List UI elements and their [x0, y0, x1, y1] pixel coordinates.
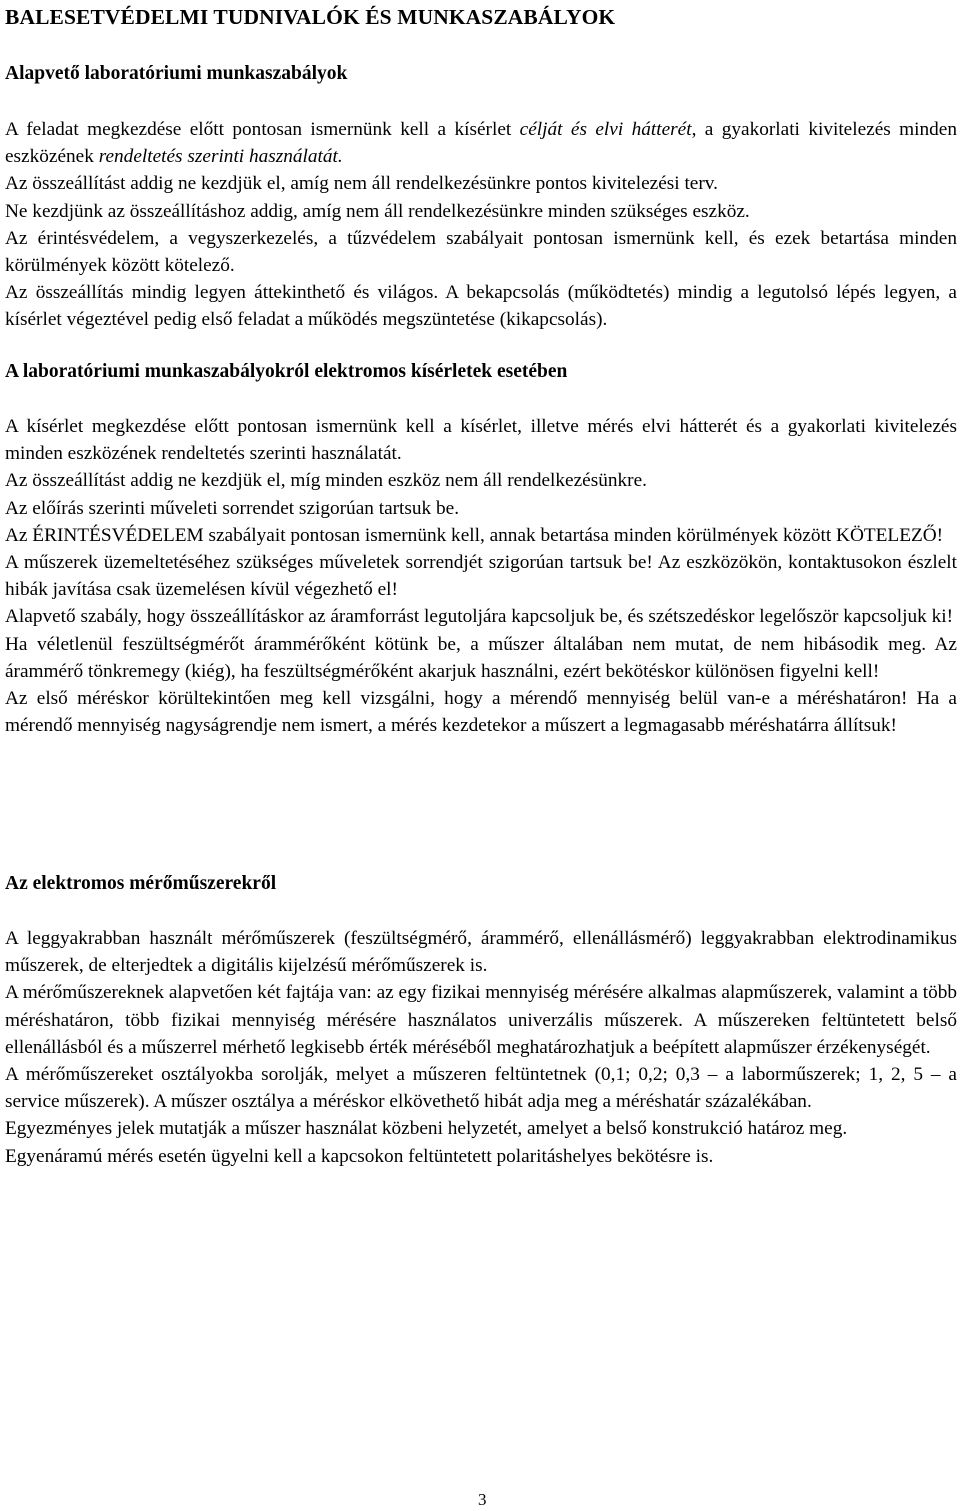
section-heading-basic-rules: Alapvető laboratóriumi munkaszabályok — [5, 63, 348, 84]
paragraph: A leggyakrabban használt mérőműszerek (feszültségmérő, árammérő, ellenállásmérő) leggyakrabban elektrodinamikus műszerek, de elterjedtek a digitális kijelzésű mérőműszerek is. — [5, 928, 957, 977]
text-run: A feladat megkezdése előtt pontosan ismernünk kell a kísérlet — [5, 119, 520, 140]
paragraph: A kísérlet megkezdése előtt pontosan ismernünk kell a kísérlet, illetve mérés elvi hátterét és a gyakorlati kivitelezés minden eszközének rendeltetés szerinti használatát. — [5, 416, 957, 465]
paragraph — [5, 116, 957, 170]
paragraph: Az érintésvédelem, a vegyszerkezelés, a tűzvédelem szabályait pontosan ismernünk kell, és ezek betartása minden körülmények között kötelező. — [5, 227, 957, 277]
italic-text: célját és elvi hátterét — [519, 119, 692, 140]
paragraph: Az ÉRINTÉSVÉDELEM szabályait pontosan ismernünk kell, annak betartása minden körülmények között KÖTELEZŐ! — [5, 524, 944, 546]
document-title: BALESETVÉDELMI TUDNIVALÓK ÉS MUNKASZABÁLYOK — [5, 5, 616, 29]
section-heading-electrical-rules: A laboratóriumi munkaszabályokról elektromos kísérletek esetében — [5, 361, 568, 382]
section-body-basic-rules — [5, 116, 957, 334]
paragraph: Alapvető szabály, hogy összeállításkor az áramforrást legutoljára kapcsoljuk be, és szétszedéskor legelőször kapcsoljuk ki! — [5, 606, 954, 628]
page-number: 3 — [478, 1490, 487, 1509]
section-body-instruments — [5, 925, 957, 1170]
section-heading-instruments: Az elektromos mérőműszerekről — [5, 873, 277, 894]
paragraph: Az első méréskor körültekintően meg kell vizsgálni, hogy a mérendő mennyiség belül van-e a méréshatáron! Ha a mérendő mennyiség nagyságrendje nem ismert, a mérés kezdetekor a műszert a legmagasabb méréshatárra állítsuk! — [5, 688, 957, 737]
paragraph: Az összeállítás mindig legyen áttekinthető és világos. A bekapcsolás (működtetés) mindig a legutolsó lépés legyen, a kísérlet végeztével pedig első feladat a működés megszüntetése (kikapcsolás). — [5, 282, 957, 331]
paragraph: A mérőműszereknek alapvetően két fajtája van: az egy fizikai mennyiség mérésére alkalmas alapműszerek, valamint a több méréshatáron, több fizikai mennyiség mérésére használatos univerzális műszerek. A műszereken feltüntetett belső ellenállásból és a műszerrel mérhető legkisebb érték méréséből meghatározhatjuk a beépített alapműszer érzékenységét. — [5, 982, 957, 1058]
italic-text: rendeltetés szerinti használatát. — [98, 146, 343, 168]
paragraph: A műszerek üzemeltetéséhez szükséges műveletek sorrendjét szigorúan tartsuk be! Az eszközökön, kontaktusokon észlelt hibák javítása csak üzemelésen kívül végezhető el! — [5, 552, 957, 601]
text-run: , a gyakorlati kivitelezés minden eszközének — [5, 119, 957, 168]
paragraph: Az összeállítást addig ne kezdjük el, míg minden eszköz nem áll rendelkezésünkre. — [5, 470, 647, 492]
paragraph: Ne kezdjünk az összeállításhoz addig, amíg nem áll rendelkezésünkre minden szükséges eszköz. — [5, 200, 750, 222]
paragraph: Az előírás szerinti műveleti sorrendet szigorúan tartsuk be. — [5, 497, 460, 519]
section-body-electrical-rules — [5, 413, 957, 739]
paragraph: A mérőműszereket osztályokba sorolják, melyet a műszeren feltüntetnek (0,1; 0,2; 0,3 – a laborműszerek; 1, 2, 5 – a service műszerek). A műszer osztálya a méréskor elkövethető hibát adja meg a méréshatár százalékában. — [5, 1064, 957, 1113]
paragraph: Az összeállítást addig ne kezdjük el, amíg nem áll rendelkezésünkre pontos kivitelezési terv. — [5, 173, 718, 195]
paragraph: Egyezményes jelek mutatják a műszer használat közbeni helyzetét, amelyet a belső konstrukció határoz meg. — [5, 1118, 848, 1140]
paragraph: Egyenáramú mérés esetén ügyelni kell a kapcsokon feltüntetett polaritáshelyes bekötésre is. — [5, 1145, 714, 1167]
paragraph: Ha véletlenül feszültségmérőt árammérőként kötünk be, a műszer általában nem mutat, de nem hibásodik meg. Az árammérő tönkremegy (kiég), ha feszültségmérőként akarjuk használni, ezért bekötéskor különösen figyelni kell! — [5, 633, 957, 682]
